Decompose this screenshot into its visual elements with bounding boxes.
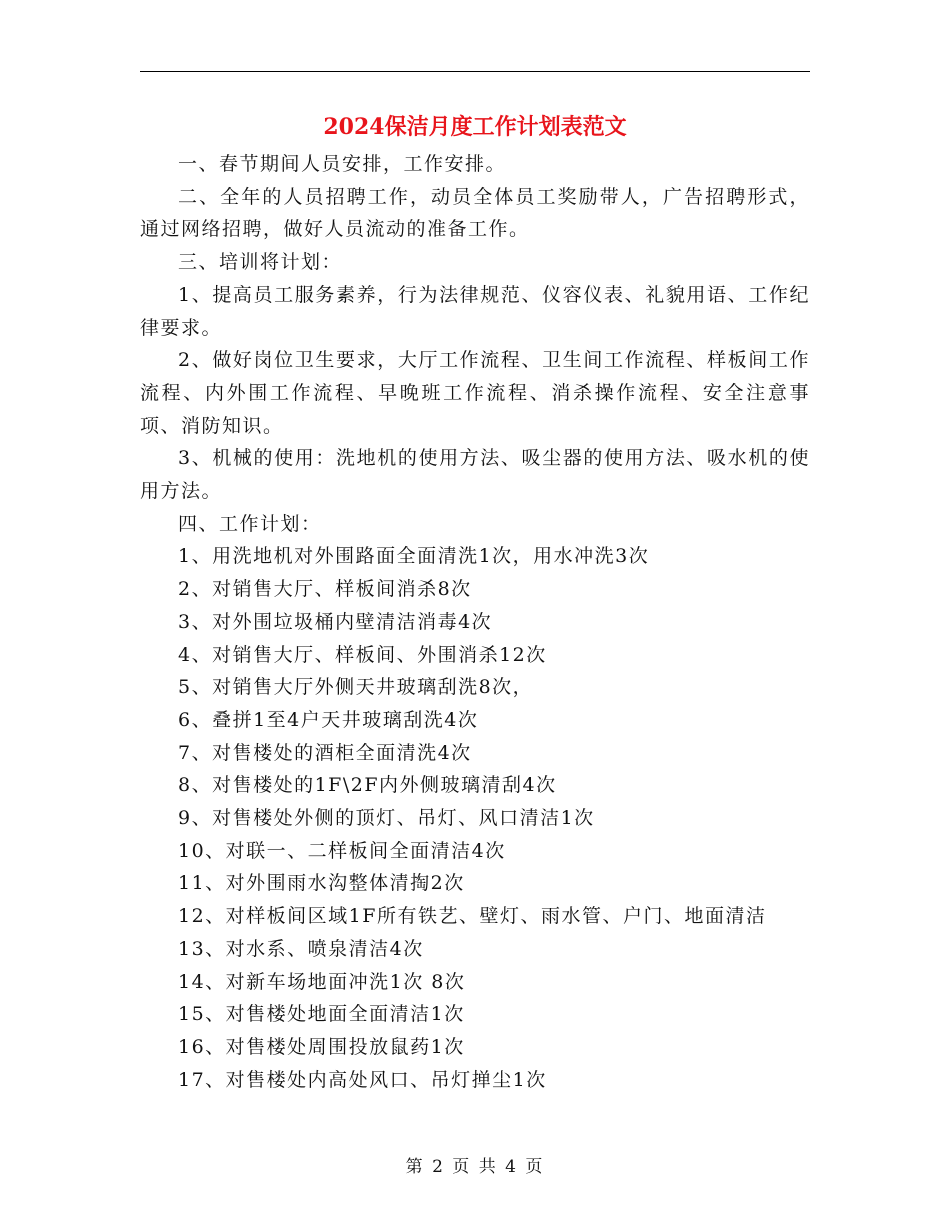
list-item: 5、对销售大厅外侧天井玻璃刮洗8次， [178,676,534,699]
paragraph: 一、春节期间人员安排，工作安排。 [178,153,507,175]
list-item: 15、对售楼处地面全面清洁1次 [178,1003,465,1026]
page-footer: 第 2 页 共 4 页 [405,1157,545,1177]
list-item: 10、对联一、二样板间全面清洁4次 [178,839,506,862]
document-title: 2024保洁月度工作计划表范文 [323,114,627,140]
paragraph: 1、提高员工服务素养，行为法律规范、仪容仪表、礼貌用语、工作纪律要求。 [140,283,810,339]
paragraph: 3、机械的使用：洗地机的使用方法、吸尘器的使用方法、吸水机的使用方法。 [140,447,810,503]
list-item: 13、对水系、喷泉清洁4次 [178,937,424,960]
list-item: 6、叠拼1至4户天井玻璃刮洗4次 [178,708,479,731]
paragraph: 2、做好岗位卫生要求，大厅工作流程、卫生间工作流程、样板间工作流程、内外围工作流程、早晚班工作流程、消杀操作流程、安全注意事项、消防知识。 [140,349,810,437]
paragraph: 三、培训将计划： [178,251,343,274]
list-item: 1、用洗地机对外围路面全面清洗1次，用水冲洗3次 [178,545,650,568]
list-item: 17、对售楼处内高处风口、吊灯掸尘1次 [178,1068,547,1091]
document-body [140,148,810,1096]
header-rule [140,71,810,72]
list-item: 2、对销售大厅、样板间消杀8次 [178,578,472,601]
list-item: 8、对售楼处的1F\2F内外侧玻璃清刮4次 [178,774,557,797]
list-item: 12、对样板间区域1F所有铁艺、壁灯、雨水管、户门、地面清洁 [178,905,767,928]
list-item: 14、对新车场地面冲洗1次 8次 [178,970,466,993]
list-item: 11、对外围雨水沟整体清掏2次 [178,872,465,895]
list-item: 4、对销售大厅、样板间、外围消杀12次 [178,643,547,666]
paragraph: 四、工作计划： [178,512,322,535]
list-item: 16、对售楼处周围投放鼠药1次 [178,1035,465,1058]
paragraph: 二、全年的人员招聘工作，动员全体员工奖励带人，广告招聘形式，通过网络招聘，做好人员流动的准备工作。 [140,185,810,241]
list-item: 3、对外围垃圾桶内壁清洁消毒4次 [178,610,493,633]
list-item: 9、对售楼处外侧的顶灯、吊灯、风口清洁1次 [178,807,595,830]
list-item: 7、对售楼处的酒柜全面清洗4次 [178,741,472,764]
